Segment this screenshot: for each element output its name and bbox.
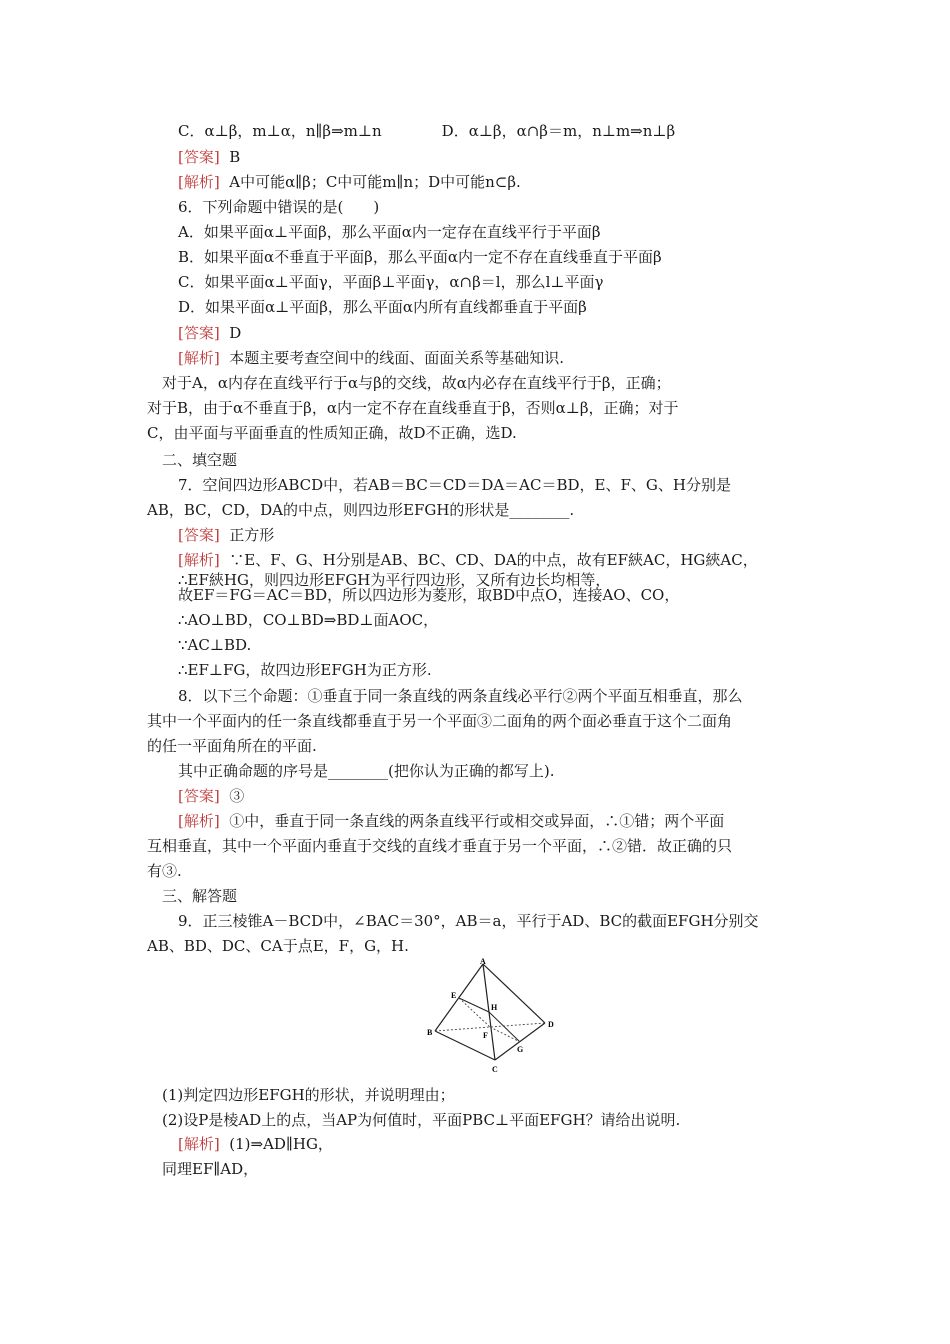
analysis-tag: [解析] (178, 812, 220, 830)
q5-answer: [答案] B (178, 148, 241, 166)
q8-prompt: 其中正确命题的序号是________(把你认为正确的都写上). (178, 762, 555, 780)
q8-question-line: 的任一平面角所在的平面. (147, 737, 317, 755)
q8-analysis-line: 有③. (147, 862, 182, 880)
analysis-tag: [解析] (178, 173, 220, 191)
q7-answer: [答案] 正方形 (178, 526, 275, 544)
q8-analysis-line: 互相垂直，其中一个平面内垂直于交线的直线才垂直于另一个平面，∴②错．故正确的只 (147, 837, 733, 855)
q9-part2: (2)设P是棱AD上的点，当AP为何值时，平面PBC⊥平面EFGH？请给出说明. (162, 1111, 681, 1129)
q6-option-b: B．如果平面α不垂直于平面β，那么平面α内一定不存在直线垂直于平面β (178, 248, 662, 266)
q8-analysis: [解析] ①中，垂直于同一条直线的两条直线平行或相交或异面，∴①错；两个平面 (178, 812, 725, 830)
q6-answer: [答案] D (178, 324, 242, 342)
q6-option-a: A．如果平面α⊥平面β，那么平面α内一定存在直线平行于平面β (178, 223, 601, 241)
pyramid-figure (425, 958, 560, 1076)
q7-analysis-line: ∴EF綊HG，则四边形EFGH为平行四边形，又所有边长均相等， (178, 571, 611, 589)
q7-analysis-line: ∵AC⊥BD. (178, 636, 252, 654)
q7-analysis: [解析] ∵E、F、G、H分别是AB、BC、CD、DA的中点，故有EF綊AC，HG綊AC， (178, 551, 758, 569)
q6-analysis-line: C，由平面与平面垂直的性质知正确，故D不正确，选D. (147, 424, 517, 442)
answer-tag: [答案] (178, 324, 220, 342)
q8-question-line: 其中一个平面内的任一条直线都垂直于另一个平面③二面角的两个面必垂直于这个二面角 (147, 712, 733, 730)
q8-question: 8．以下三个命题：①垂直于同一条直线的两条直线必平行②两个平面互相垂直，那么 (178, 687, 743, 705)
q7-analysis-line: 故EF＝FG＝AC＝BD，所以四边形为菱形，取BD中点O，连接AO、CO， (178, 586, 680, 604)
q5-options-cd: C．α⊥β，m⊥α，n∥β⇒m⊥n D．α⊥β，α∩β＝m，n⊥m⇒n⊥β (178, 122, 676, 140)
section-fill-in: 二、填空题 (162, 451, 238, 469)
point-e-label: E (451, 991, 457, 1000)
q7-question: 7．空间四边形ABCD中，若AB＝BC＝CD＝DA＝AC＝BD，E、F、G、H分别是 (178, 476, 731, 494)
analysis-tag: [解析] (178, 1135, 220, 1153)
answer-tag: [答案] (178, 787, 220, 805)
q6-option-d: D．如果平面α⊥平面β，那么平面α内所有直线都垂直于平面β (178, 298, 587, 316)
vertex-b-label: B (427, 1028, 433, 1037)
q7-question-line: AB，BC，CD，DA的中点，则四边形EFGH的形状是________. (147, 501, 575, 519)
q6-question: 6．下列命题中错误的是( ) (178, 198, 380, 216)
analysis-tag: [解析] (178, 551, 220, 569)
q9-analysis-line: 同理EF∥AD， (162, 1160, 259, 1178)
q9-question-line: AB、BD、DC、CA于点E，F，G，H. (147, 937, 409, 955)
vertex-a-label: A (480, 958, 486, 966)
q8-answer: [答案] ③ (178, 787, 245, 805)
q9-part1: (1)判定四边形EFGH的形状，并说明理由； (162, 1086, 455, 1104)
point-f-label: F (483, 1031, 488, 1040)
q6-analysis-line: 对于A，α内存在直线平行于α与β的交线，故α内必存在直线平行于β，正确； (162, 374, 671, 392)
q5-analysis: [解析] A中可能α∥β；C中可能m∥n；D中可能n⊂β. (178, 173, 521, 191)
q7-analysis-line: ∴AO⊥BD，CO⊥BD⇒BD⊥面AOC， (178, 611, 439, 629)
vertex-c-label: C (492, 1065, 498, 1074)
q6-analysis: [解析] 本题主要考查空间中的线面、面面关系等基础知识. (178, 349, 565, 367)
answer-tag: [答案] (178, 148, 220, 166)
section-solutions: 三、解答题 (162, 887, 238, 905)
analysis-tag: [解析] (178, 349, 220, 367)
q6-option-c: C．如果平面α⊥平面γ，平面β⊥平面γ，α∩β＝l，那么l⊥平面γ (178, 273, 604, 291)
q6-analysis-line: 对于B，由于α不垂直于β，α内一定不存在直线垂直于β，否则α⊥β，正确；对于 (147, 399, 679, 417)
q7-analysis-line: ∴EF⊥FG，故四边形EFGH为正方形. (178, 661, 432, 679)
point-g-label: G (517, 1045, 524, 1054)
answer-tag: [答案] (178, 526, 220, 544)
q9-question: 9．正三棱锥A－BCD中，∠BAC＝30°，AB＝a，平行于AD、BC的截面EFGH分别交 (178, 912, 759, 930)
q9-analysis: [解析] (1)⇒AD∥HG， (178, 1135, 333, 1153)
vertex-d-label: D (548, 1020, 554, 1029)
point-h-label: H (491, 1003, 498, 1012)
